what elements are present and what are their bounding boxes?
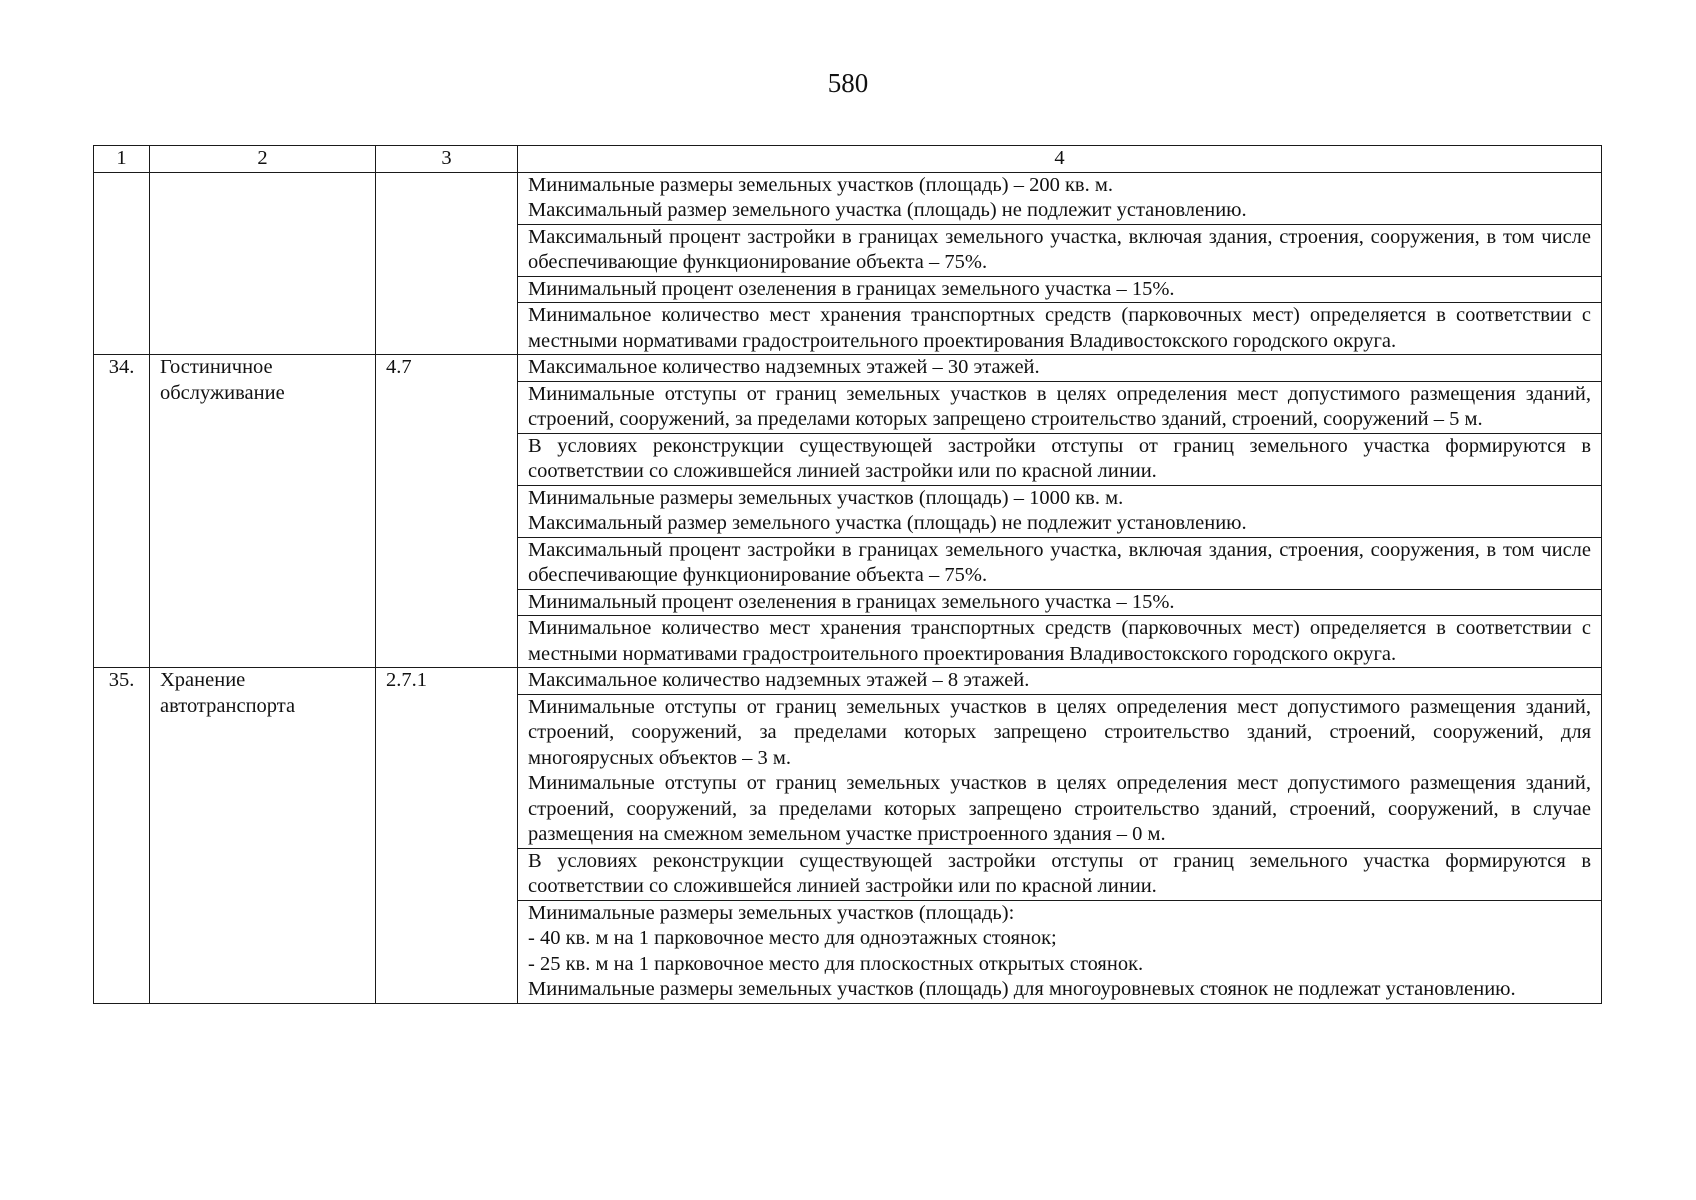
row-number-cell: 34.	[94, 355, 150, 668]
parameter-text: - 40 кв. м на 1 парковочное место для одноэтажных стоянок;	[528, 927, 1057, 949]
parameter-cell	[518, 303, 1602, 355]
parameter-text: Максимальный размер земельного участка (площадь) не подлежит установлению.	[528, 199, 1247, 221]
parameter-text: - 25 кв. м на 1 парковочное место для плоскостных открытых стоянок.	[528, 952, 1144, 975]
parameter-text: Максимальное количество надземных этажей – 8 этажей.	[528, 669, 1030, 691]
column-header: 4	[518, 146, 1602, 173]
parameter-cell	[518, 224, 1602, 276]
parameter-cell	[518, 589, 1602, 616]
parameter-text: Минимальные размеры земельных участков (площадь):	[528, 901, 1015, 924]
use-code-cell: 4.7	[376, 355, 518, 668]
parameter-text: Минимальные отступы от границ земельных участков в целях определения мест допустимого размещения зданий, строений, сооружений, за пределами которых запрещено строительство зданий, строений, сооружений, в случае размещения на смежном земельном участке пристроенного здания – 0 м.	[528, 772, 1591, 845]
use-code-cell: 2.7.1	[376, 668, 518, 1004]
table-row	[94, 668, 1602, 695]
parameter-cell	[518, 433, 1602, 485]
table-header-row	[94, 146, 1602, 173]
parameter-cell	[518, 172, 1602, 224]
page-number: 580	[827, 68, 869, 98]
use-name-cell: Хранение автотранспорта	[150, 668, 376, 1004]
parameter-text: Минимальные размеры земельных участков (площадь) для многоуровневых стоянок не подлежат установлению.	[528, 978, 1516, 1000]
table-row	[94, 355, 1602, 382]
row-number-cell: 35.	[94, 668, 150, 1004]
parameter-cell	[518, 381, 1602, 433]
regulations-table	[93, 145, 1602, 1004]
parameter-cell	[518, 668, 1602, 695]
row-number-cell	[94, 172, 150, 355]
parameter-text: Максимальный процент застройки в границах земельного участка, включая здания, строения, сооружения, в том числе обеспечивающие функционирование объекта – 75%.	[528, 225, 1591, 273]
parameter-text: Минимальное количество мест хранения транспортных средств (парковочных мест) определяется в соответствии с местными нормативами градостроительного проектирования Владивостокского городского округа.	[528, 304, 1591, 352]
use-name-cell	[150, 172, 376, 355]
parameter-text: В условиях реконструкции существующей застройки отступы от границ земельного участка формируются в соответствии со сложившейся линией застройки или по красной линии.	[528, 434, 1591, 482]
column-header: 2	[150, 146, 376, 173]
column-header: 1	[94, 146, 150, 173]
table-row	[94, 172, 1602, 224]
parameter-text: Максимальное количество надземных этажей – 30 этажей.	[528, 356, 1040, 378]
parameter-cell	[518, 485, 1602, 537]
column-header: 3	[376, 146, 518, 173]
parameter-text: В условиях реконструкции существующей застройки отступы от границ земельного участка формируются в соответствии со сложившейся линией застройки или по красной линии.	[528, 849, 1591, 897]
parameter-text: Минимальный процент озеленения в границах земельного участка – 15%.	[528, 590, 1175, 613]
parameter-cell	[518, 694, 1602, 848]
parameter-cell	[518, 276, 1602, 303]
parameter-text: Минимальные отступы от границ земельных участков в целях определения мест допустимого размещения зданий, строений, сооружений, за пределами которых запрещено строительство зданий, строений, сооружений – 5 м.	[528, 382, 1591, 430]
parameter-cell	[518, 616, 1602, 668]
parameter-text: Максимальный размер земельного участка (площадь) не подлежит установлению.	[528, 512, 1247, 534]
parameter-text: Минимальные размеры земельных участков (площадь) – 1000 кв. м.	[528, 486, 1124, 509]
parameter-text: Минимальные размеры земельных участков (площадь) – 200 кв. м.	[528, 173, 1113, 196]
parameter-text: Минимальный процент озеленения в границах земельного участка – 15%.	[528, 277, 1175, 300]
parameter-cell	[518, 900, 1602, 1003]
parameter-text: Максимальный процент застройки в границах земельного участка, включая здания, строения, сооружения, в том числе обеспечивающие функционирование объекта – 75%.	[528, 538, 1591, 586]
parameter-cell	[518, 537, 1602, 589]
use-code-cell	[376, 172, 518, 355]
parameter-cell	[518, 355, 1602, 382]
parameter-cell	[518, 848, 1602, 900]
parameter-text: Минимальное количество мест хранения транспортных средств (парковочных мест) определяется в соответствии с местными нормативами градостроительного проектирования Владивостокского городского округа.	[528, 617, 1591, 665]
parameter-text: Минимальные отступы от границ земельных участков в целях определения мест допустимого размещения зданий, строений, сооружений, за пределами которых запрещено строительство зданий, строений, сооружений, для многоярусных объектов – 3 м.	[528, 695, 1591, 769]
use-name-cell: Гостиничное обслуживание	[150, 355, 376, 668]
